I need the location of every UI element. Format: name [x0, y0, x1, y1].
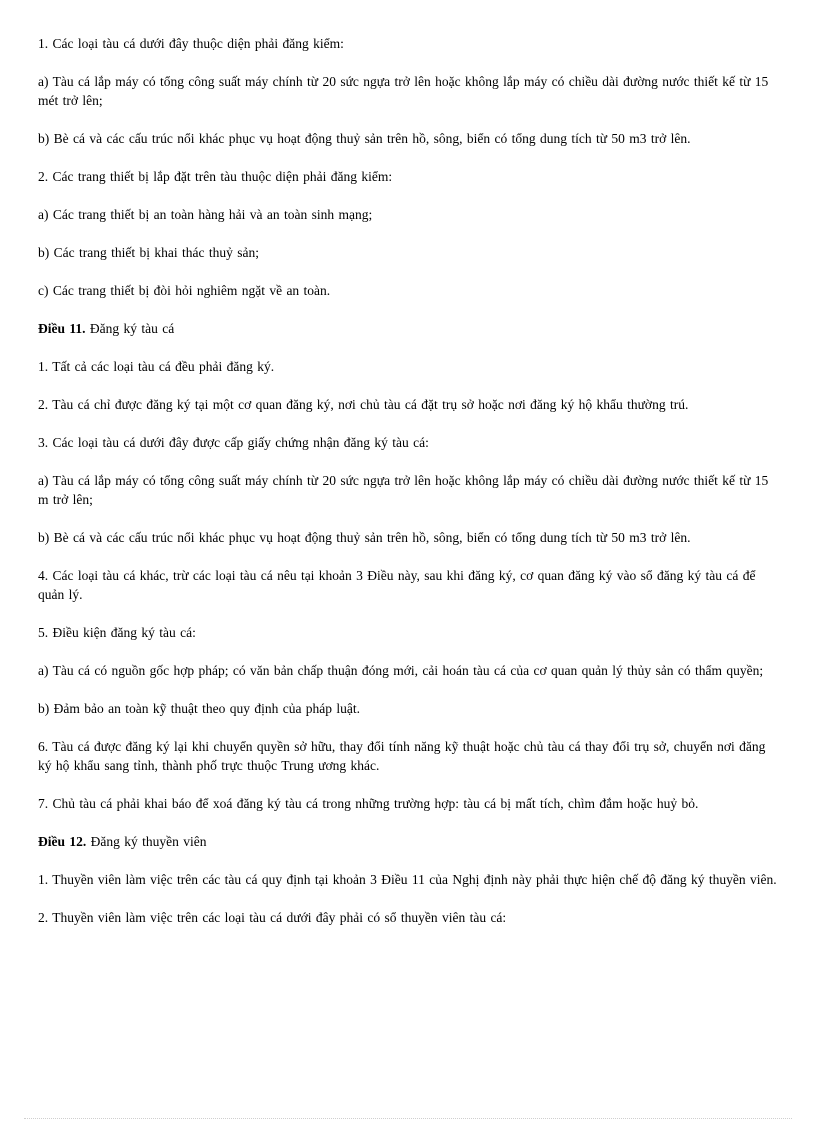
paragraph: b) Các trang thiết bị khai thác thuỷ sản;: [38, 245, 259, 260]
paragraph: a) Các trang thiết bị an toàn hàng hải và an toàn sinh mạng;: [38, 207, 373, 222]
document-page: [38, 34, 783, 946]
paragraph: 6. Tàu cá được đăng ký lại khi chuyển quyền sở hữu, thay đổi tính năng kỹ thuật hoặc chủ tàu cá thay đổi trụ sở, chuyển nơi đăng ký hộ khẩu sang tỉnh, thành phố trực thuộc Trung ương khác.: [38, 739, 766, 773]
paragraph: 2. Các trang thiết bị lắp đặt trên tàu thuộc diện phải đăng kiểm:: [38, 169, 393, 184]
paragraph: b) Bè cá và các cấu trúc nổi khác phục vụ hoạt động thuỷ sản trên hồ, sông, biển có tổng dung tích từ 50 m3 trở lên.: [38, 131, 691, 146]
article-title: Đăng ký thuyền viên: [86, 834, 207, 849]
paragraph: 5. Điều kiện đăng ký tàu cá:: [38, 625, 196, 640]
paragraph: 3. Các loại tàu cá dưới đây được cấp giấy chứng nhận đăng ký tàu cá:: [38, 435, 429, 450]
paragraph: b) Đảm bảo an toàn kỹ thuật theo quy định của pháp luật.: [38, 701, 361, 716]
paragraph: a) Tàu cá có nguồn gốc hợp pháp; có văn bản chấp thuận đóng mới, cải hoán tàu cá của cơ quan quản lý thủy sản có thẩm quyền;: [38, 663, 764, 678]
article-title: Đăng ký tàu cá: [85, 321, 175, 336]
article-number: Điều 11.: [38, 321, 86, 336]
paragraph: c) Các trang thiết bị đòi hỏi nghiêm ngặt về an toàn.: [38, 283, 331, 298]
paragraph: 7. Chủ tàu cá phải khai báo để xoá đăng ký tàu cá trong những trường hợp: tàu cá bị mất tích, chìm đắm hoặc huỷ bỏ.: [38, 796, 699, 811]
paragraph: 1. Các loại tàu cá dưới đây thuộc diện phải đăng kiểm:: [38, 36, 344, 51]
paragraph: 4. Các loại tàu cá khác, trừ các loại tàu cá nêu tại khoản 3 Điều này, sau khi đăng ký, cơ quan đăng ký vào sổ đăng ký tàu cá để quản lý.: [38, 568, 756, 602]
article-heading: [38, 319, 783, 338]
paragraph: 2. Thuyền viên làm việc trên các loại tàu cá dưới đây phải có sổ thuyền viên tàu cá:: [38, 910, 507, 925]
paragraph: 1. Thuyền viên làm việc trên các tàu cá quy định tại khoản 3 Điều 11 của Nghị định này phải thực hiện chế độ đăng ký thuyền viên.: [38, 872, 777, 887]
paragraph: b) Bè cá và các cấu trúc nổi khác phục vụ hoạt động thuỷ sản trên hồ, sông, biển có tổng dung tích từ 50 m3 trở lên.: [38, 530, 691, 545]
article-number: Điều 12.: [38, 834, 87, 849]
paragraph: a) Tàu cá lắp máy có tổng công suất máy chính từ 20 sức ngựa trở lên hoặc không lắp máy có chiều dài đường nước thiết kế từ 15 mét trở lên;: [38, 74, 769, 108]
page-bottom-divider: [24, 1118, 792, 1119]
paragraph: 2. Tàu cá chỉ được đăng ký tại một cơ quan đăng ký, nơi chủ tàu cá đặt trụ sở hoặc nơi đăng ký hộ khẩu thường trú.: [38, 397, 689, 412]
article-heading: [38, 832, 783, 851]
paragraph: 1. Tất cả các loại tàu cá đều phải đăng ký.: [38, 359, 275, 374]
paragraph: a) Tàu cá lắp máy có tổng công suất máy chính từ 20 sức ngựa trở lên hoặc không lắp máy có chiều dài đường nước thiết kế từ 15 m trở lên;: [38, 473, 769, 507]
